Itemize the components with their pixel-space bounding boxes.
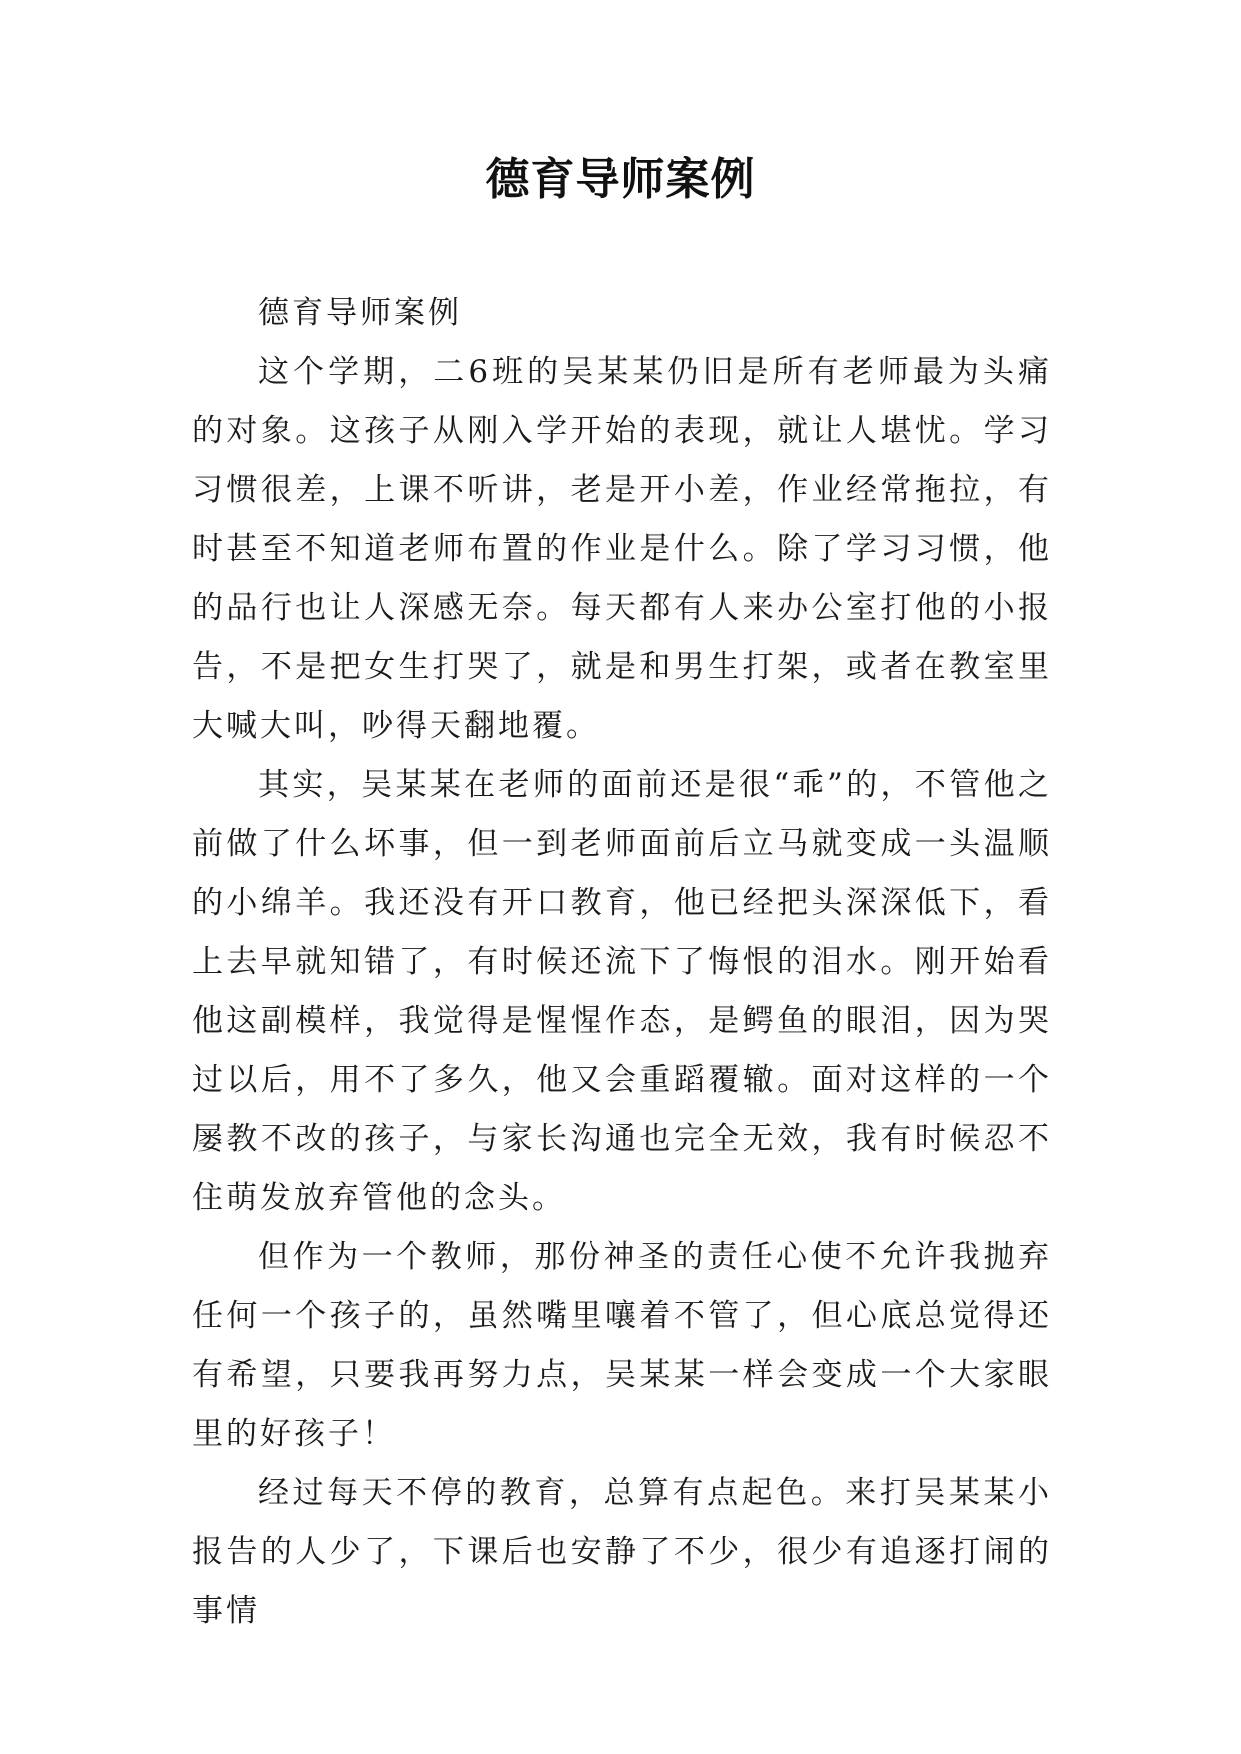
paragraph-subtitle: 德育导师案例 xyxy=(258,295,462,331)
document-title: 德育导师案例 xyxy=(485,154,756,205)
paragraph: 这个学期，二6班的吴某某仍旧是所有老师最为头痛的对象。这孩子从刚入学开始的表现，就让人堪忧。学习习惯很差，上课不听讲，老是开小差，作业经常拖拉，有时甚至不知道老师布置的作业是什么。除了学习习惯，他的品行也让人深感无奈。每天都有人来办公室打他的小报告，不是把女生打哭了，就是和男生打架，或者在教室里大喊大叫，吵得天翻地覆。 xyxy=(192,354,1052,744)
paragraph: 但作为一个教师，那份神圣的责任心使不允许我抛弃任何一个孩子的，虽然嘴里嚷着不管了，但心底总觉得还有希望，只要我再努力点，吴某某一样会变成一个大家眼里的好孩子！ xyxy=(192,1239,1052,1452)
document-body xyxy=(192,284,1052,1641)
paragraph: 经过每天不停的教育，总算有点起色。来打吴某某小报告的人少了，下课后也安静了不少，很少有追逐打闹的事情 xyxy=(192,1475,1052,1629)
paragraph: 其实，吴某某在老师的面前还是很“乖”的，不管他之前做了什么坏事，但一到老师面前后立马就变成一头温顺的小绵羊。我还没有开口教育，他已经把头深深低下，看上去早就知错了，有时候还流下了悔恨的泪水。刚开始看他这副模样，我觉得是惺惺作态，是鳄鱼的眼泪，因为哭过以后，用不了多久，他又会重蹈覆辙。面对这样的一个屡教不改的孩子，与家长沟通也完全无效，我有时候忍不住萌发放弃管他的念头。 xyxy=(192,767,1052,1216)
